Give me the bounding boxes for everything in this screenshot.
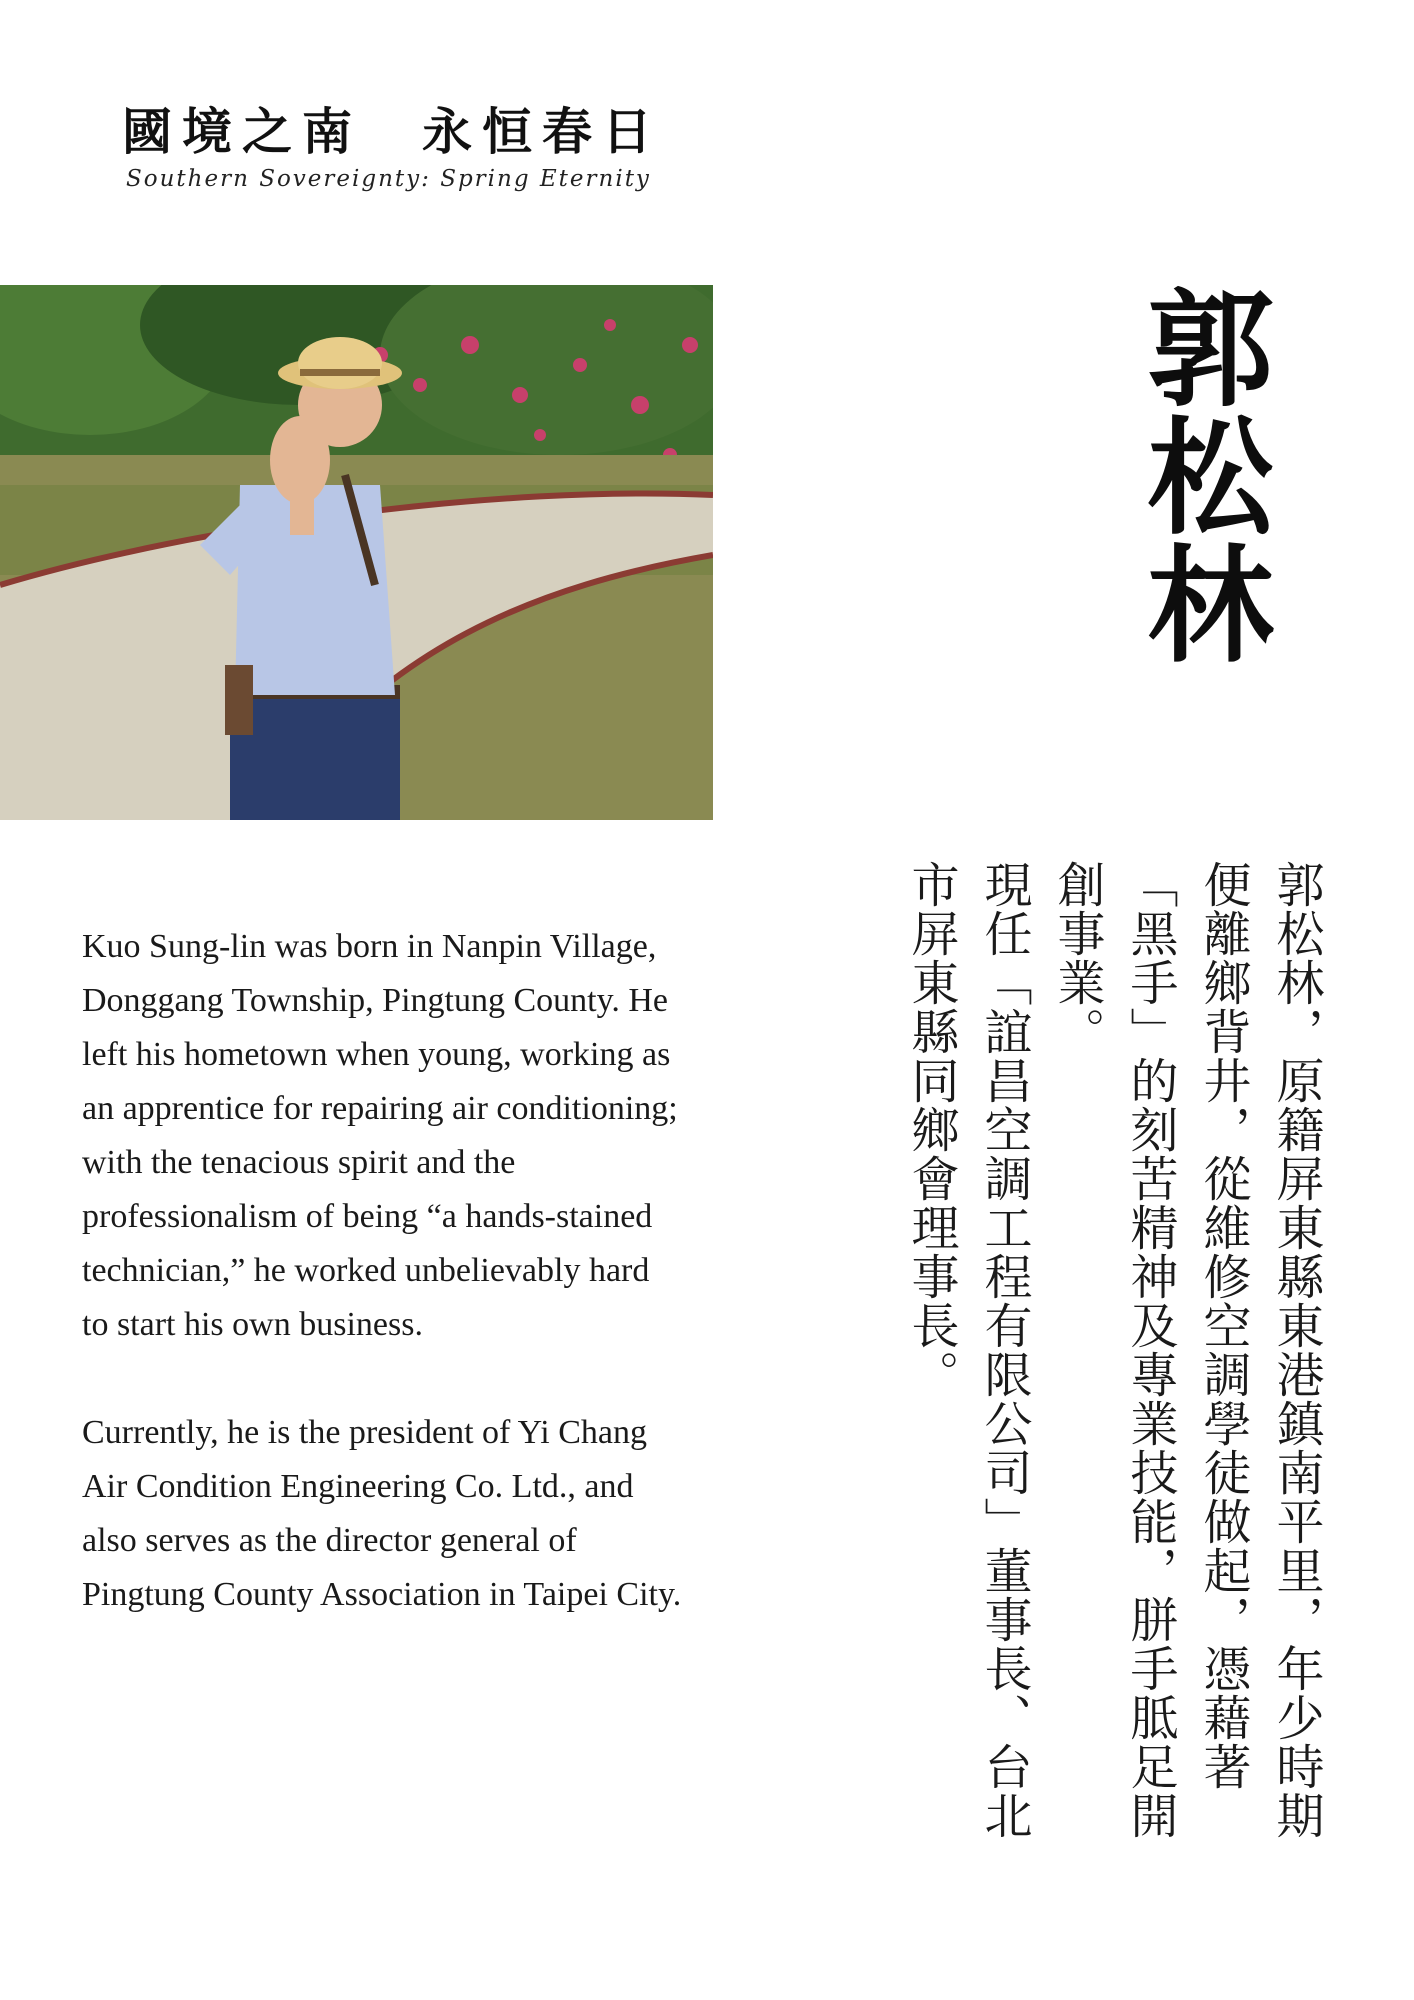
header-subtitle: Southern Sovereignty: Spring Eternity [126,166,651,192]
english-bio-paragraph-1: Kuo Sung-lin was born in Nanpin Village, Donggang Township, Pingtung County. He left his hometown when young, working as an apprentice for repairing air conditioning; with the tenacious spirit and the professionalism of being “a hands-stained technician,” he worked unbelievably hard to start his own business. [82,928,678,1343]
portrait-photo-icon [0,285,713,820]
english-biography [82,920,682,1676]
chinese-biography [812,860,1332,1880]
chinese-bio-paragraph-2: 現任「誼昌空調工程有限公司」董事長、台北市屏東縣同鄉會理事長。 [903,860,1032,1840]
header-title: 國境之南 永恒春日 [122,102,662,161]
person-name: 郭松林 [1127,283,1275,667]
portrait-photo [0,285,713,820]
chinese-bio-paragraph-1: 郭松林，原籍屏東縣東港鎮南平里，年少時期便離鄉背井，從維修空調學徒做起，憑藉著「黑手」的刻苦精神及專業技能，胼手胝足開創事業。 [1049,860,1324,1840]
english-bio-paragraph-2: Currently, he is the president of Yi Chang Air Condition Engineering Co. Ltd., and also serves as the director general of Pingtung County Association in Taipei City. [82,1414,682,1613]
